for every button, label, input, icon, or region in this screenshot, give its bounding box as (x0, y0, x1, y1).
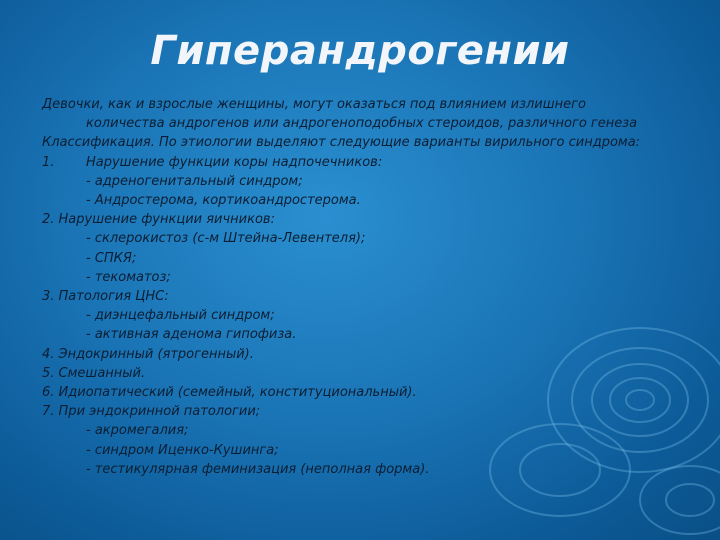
list-subitem: - синдром Иценко-Кушинга; (86, 442, 279, 458)
intro-line: Девочки, как и взрослые женщины, могут оказаться под влиянием излишнего (42, 97, 586, 112)
list-subitem: - Андростерома, кортикоандростерома. (86, 193, 361, 209)
list-item-3: 3. Патология ЦНС: (42, 289, 169, 305)
list-item-7: 7. При эндокринной патологии; (42, 404, 261, 420)
list-subitem: - акромегалия; (86, 423, 189, 439)
list-item-5: 5. Смешанный. (42, 365, 146, 381)
classification-line: Классификация. По этиологии выделяют следующие варианты вирильного синдрома: (42, 135, 641, 151)
list-subitem: - диэнцефальный синдром; (86, 308, 275, 324)
list-subitem: - текоматоз; (86, 269, 171, 285)
list-item-1 (42, 153, 702, 172)
list-subitem: - адреногенитальный синдром; (86, 173, 303, 189)
list-subitem: - склерокистоз (с-м Штейна-Левентеля); (86, 231, 366, 247)
list-item-6: 6. Идиопатический (семейный, конституциональный). (42, 385, 417, 401)
slide-body (42, 95, 702, 479)
list-item-4: 4. Эндокринный (ятрогенный). (42, 346, 254, 362)
list-subitem: - активная аденома гипофиза. (86, 327, 297, 343)
intro-line-continued: количества андрогенов или андрогеноподобных стероидов, различного генеза (86, 116, 638, 132)
list-subitem: - СПКЯ; (86, 250, 137, 266)
list-item-1-number: 1. (42, 154, 55, 170)
list-item-2: 2. Нарушение функции яичников: (42, 212, 275, 228)
list-subitem: - тестикулярная феминизация (неполная форма). (86, 461, 430, 477)
slide-title: Гиперандрогении (150, 28, 570, 74)
list-item-1-label: Нарушение функции коры надпочечников: (86, 154, 383, 170)
